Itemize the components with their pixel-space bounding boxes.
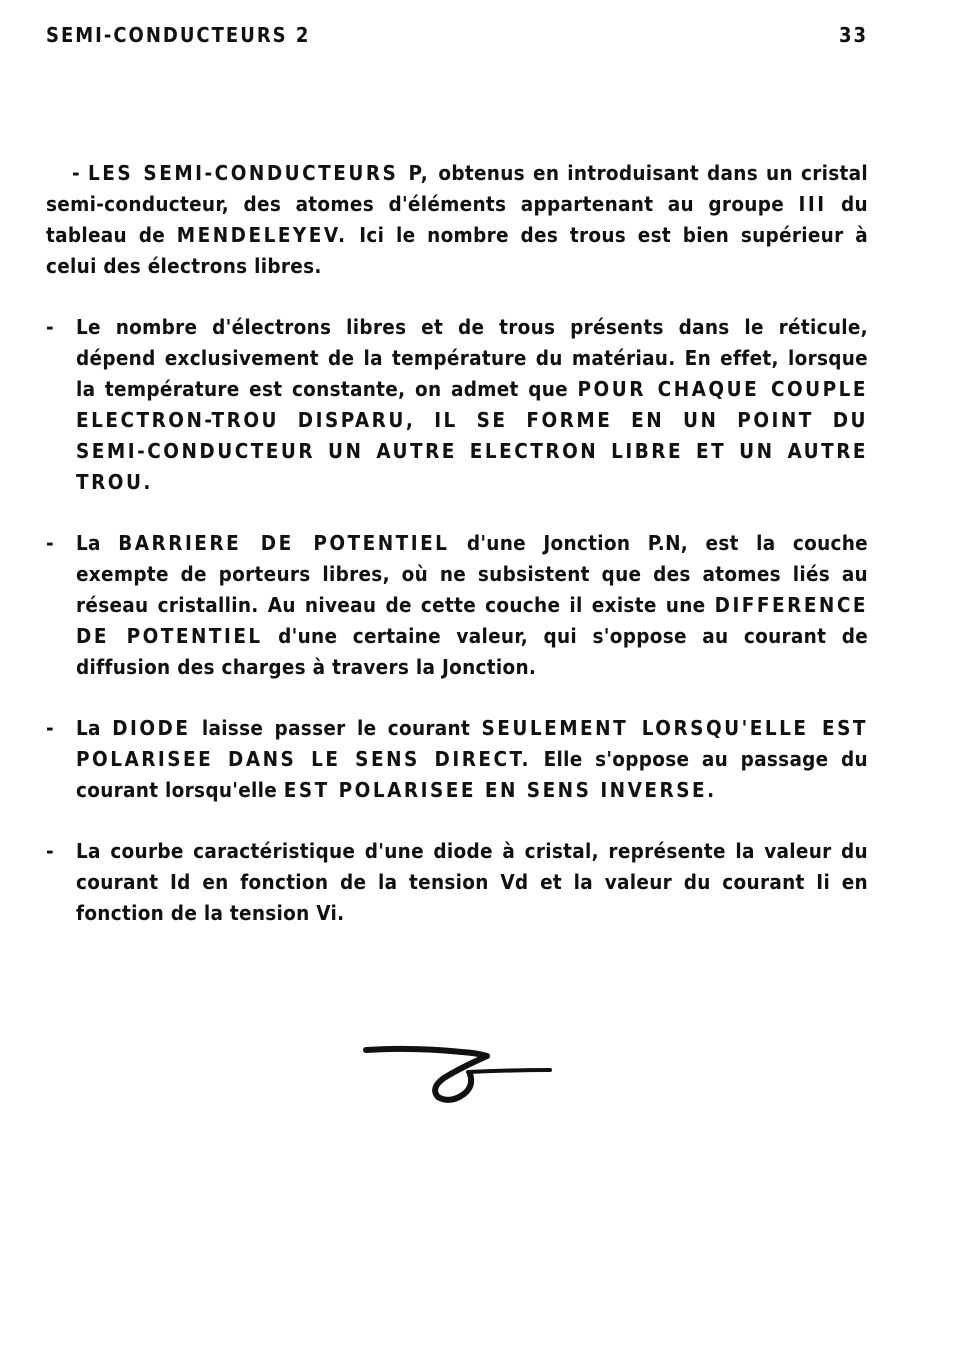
intro-text-2: du tableau de <box>46 192 868 247</box>
item2-text-3: d'une certaine valeur, qui s'oppose au courant de diffusion des charges à travers la Jonction. <box>76 624 869 679</box>
intro-text-3: Ici le nombre des trous est bien supérieur à celui des électrons libres. <box>46 223 868 278</box>
item2-text-2: d'une Jonction P.N, est la couche exempte de porteurs libres, où ne subsistent que des atomes liés au réseau cristallin. Au niveau de cette couche il existe une <box>76 531 868 617</box>
item4-text-1: La courbe caractéristique d'une diode à cristal, représente la valeur du courant Id en fonction de la tension Vd et la valeur du courant Ii en fonction de la tension Vi. <box>76 839 868 925</box>
list-item-diode <box>46 713 868 806</box>
running-title: SEMI-CONDUCTEURS 2 <box>46 23 311 47</box>
list-item-characteristic-curve <box>46 836 868 929</box>
item2-emphasis-difference: DIFFERENCE DE POTENTIEL <box>76 593 868 648</box>
list-dash: - <box>46 716 54 740</box>
list-item-text <box>76 312 868 498</box>
item1-emphasis: POUR CHAQUE COUPLE ELECTRON-TROU DISPARU, IL SE FORME EN UN POINT DU SEMI-CONDUCTEUR UN AUTRE ELECTRON LIBRE ET UN AUTRE TROU. <box>76 377 869 494</box>
intro-text-1: obtenus en introduisant dans un cristal semi-conducteur, des atomes d'éléments appartenant au groupe <box>46 161 868 216</box>
intro-emphasis-group: III <box>798 192 827 216</box>
item3-emphasis-inverse: EST POLARISEE EN SENS INVERSE. <box>283 778 717 802</box>
running-header <box>46 20 868 50</box>
item1-text-1: Le nombre d'électrons libres et de trous présents dans le réticule, dépend exclusivement de la température du matériau. En effet, lorsque la température est constante, on admet que <box>76 315 868 401</box>
intro-emphasis-mendeleyev: MENDELEYEV. <box>176 223 348 247</box>
intro-emphasis-semiconductors-p: LES SEMI-CONDUCTEURS P, <box>88 161 431 185</box>
intro-paragraph <box>46 158 868 282</box>
item3-text-2: laisse passer le courant <box>190 716 482 740</box>
item3-emphasis-direct: SEULEMENT LORSQU'ELLE EST POLARISEE DANS LE SENS DIRECT. <box>76 716 868 771</box>
list-item-text <box>76 713 868 806</box>
list-item-electron-hole <box>46 312 868 498</box>
item3-text-3: Elle s'oppose au passage du courant lorsqu'elle <box>76 747 868 802</box>
list-dash: - <box>46 839 54 863</box>
item2-emphasis-barrier: BARRIERE DE POTENTIEL <box>118 531 450 555</box>
page-body <box>46 158 868 929</box>
intro-lead-dash: - <box>72 161 89 185</box>
list-item-potential-barrier <box>46 528 868 683</box>
list-dash: - <box>46 315 54 339</box>
item3-text-1: La <box>76 716 113 740</box>
section-end-flourish-icon <box>362 1040 554 1108</box>
item2-text-1: La <box>76 531 119 555</box>
list-item-text <box>76 836 868 929</box>
list-item-text <box>76 528 868 683</box>
page-number: 33 <box>838 23 868 47</box>
item3-emphasis-diode: DIODE <box>112 716 191 740</box>
list-dash: - <box>46 531 54 555</box>
